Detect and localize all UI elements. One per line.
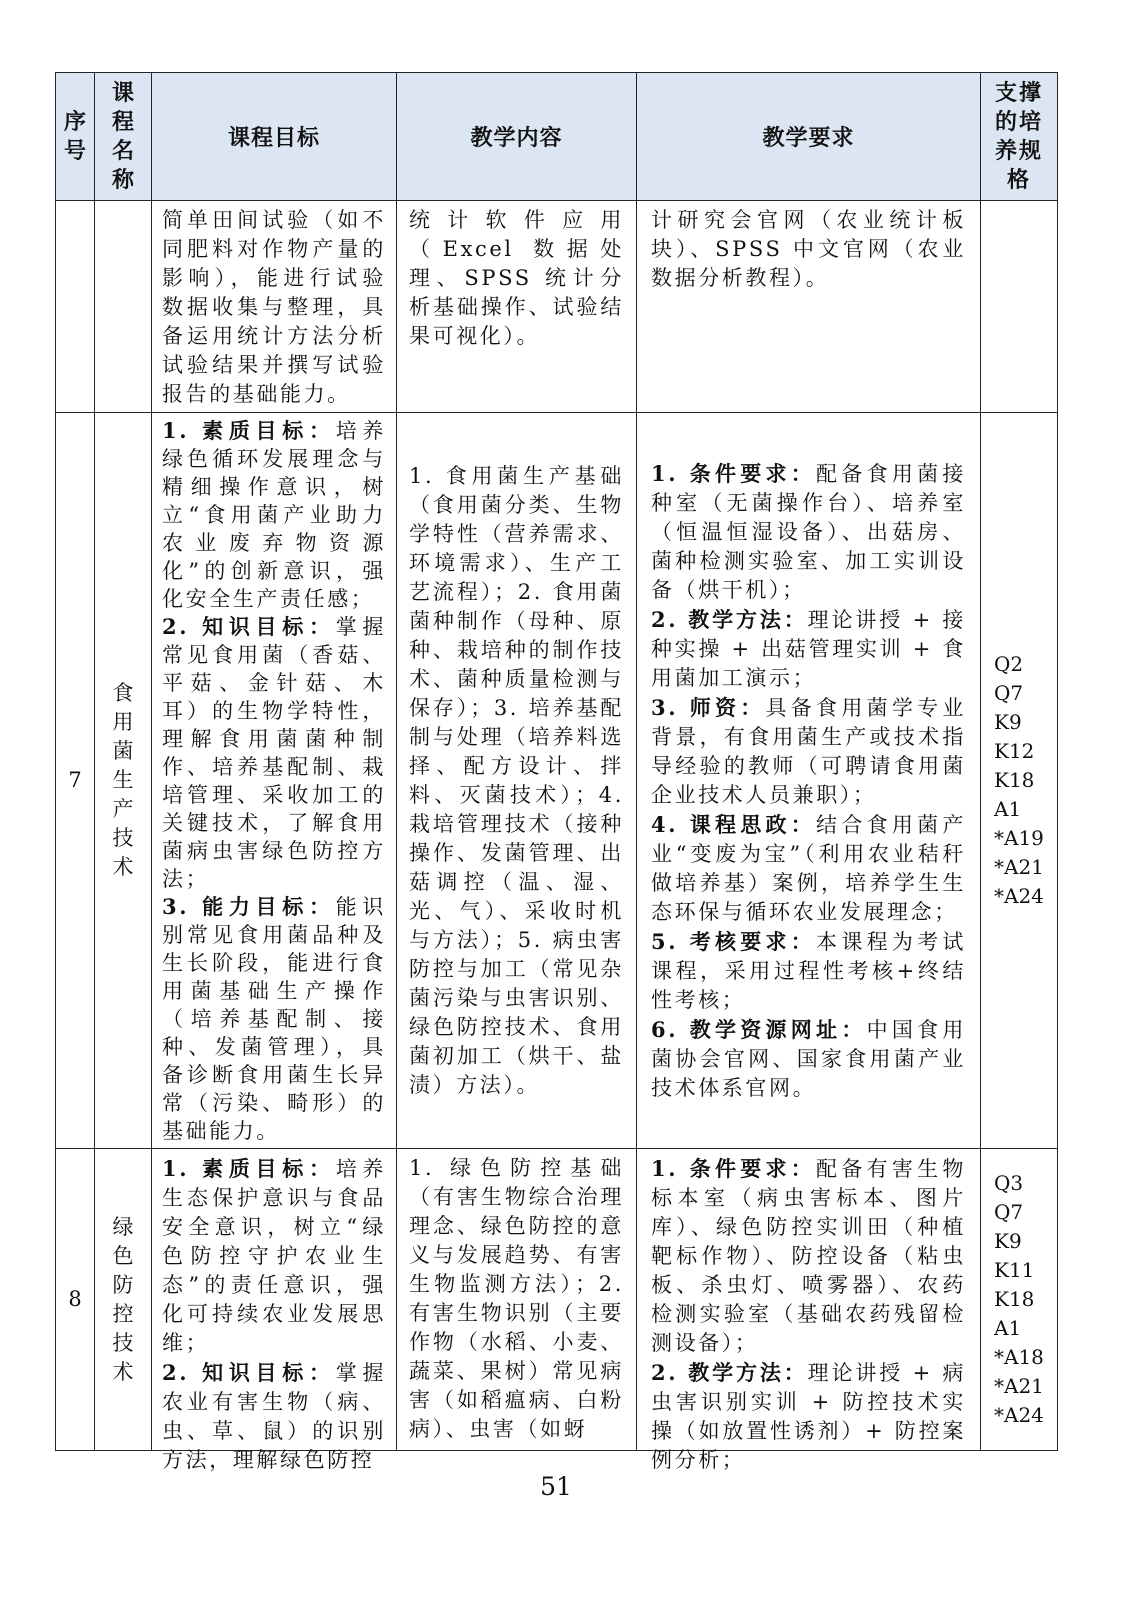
header-teaching-requirements: 教学要求: [762, 125, 855, 151]
header-teaching-requirements-cell: [637, 73, 981, 201]
row-index-cell: [56, 1149, 95, 1451]
curriculum-table: [55, 72, 1058, 1472]
goal-text: 掌握常见食用菌（香菇、平菇、金针菇、木耳）的生物学特性，理解食用菌菌种制作、培养基配制、栽培管理、采收加工的关键技术，了解食用菌病虫害绿色防控方法；: [162, 614, 386, 891]
requirement-label: 4. 课程思政：: [651, 811, 817, 837]
spec-item: K9: [994, 710, 1022, 734]
requirement-label: 2. 教学方法：: [651, 606, 808, 632]
header-course-name: 课程名称: [111, 79, 134, 193]
header-course-goals: 课程目标: [227, 125, 320, 151]
course-goals-cell: [152, 1149, 397, 1472]
course-goals: [162, 206, 386, 409]
header-supported-specs-cell: [981, 73, 1058, 201]
spec-item: Q7: [994, 1200, 1024, 1224]
spec-item: A1: [994, 797, 1022, 821]
requirement-item: [651, 206, 966, 293]
requirement-text: 具备食用菌学专业背景，有食用菌生产或技术指导经验的教师（可聘请食用菌企业技术人员兼职）；: [651, 695, 966, 807]
row-index-cell: [56, 413, 95, 1149]
requirement-item: [651, 1154, 966, 1358]
goal-label: 2. 知识目标：: [162, 1360, 336, 1385]
spec-item: A1: [994, 1316, 1022, 1340]
teaching-requirements: [651, 459, 966, 1103]
goal-item: [162, 417, 386, 613]
course-name-cell: [95, 413, 152, 1149]
spec-item: *A24: [994, 1403, 1044, 1427]
requirement-item: [651, 1358, 966, 1475]
header-course-goals-cell: [152, 73, 397, 201]
goal-label: 1. 素质目标：: [162, 417, 336, 443]
teaching-content-text: 1. 绿色防控基础（有害生物综合治理理念、绿色防控的意义与发展趋势、有害生物监测方法）；2. 有害生物识别（主要作物（水稻、小麦、蔬菜、果树）常见病害（如稻瘟病、白粉病）、虫害（如蚜: [409, 1156, 624, 1441]
course-goals-cell: [152, 413, 397, 1149]
requirement-item: [651, 605, 966, 693]
teaching-content: [409, 462, 624, 1100]
course-name: 绿色防控技术: [112, 1214, 134, 1384]
requirement-label: 3. 师资：: [651, 694, 766, 720]
teaching-content-cell: [397, 1149, 637, 1451]
page-number: 51: [540, 1472, 572, 1501]
requirement-text: 理论讲授 + 病虫害识别实训 + 防控技术实操（如放置性诱剂）+ 防控案例分析；: [651, 1361, 966, 1472]
goal-label: 1. 素质目标：: [162, 1156, 336, 1181]
course-name: 食用菌生产技术: [112, 681, 134, 879]
spec-item: Q3: [994, 1171, 1024, 1195]
supported-specs-cell: [981, 1149, 1058, 1451]
requirement-text: 计研究会官网（农业统计板块）、SPSS 中文官网（农业数据分析教程）。: [651, 208, 966, 290]
course-goals: [162, 417, 386, 1145]
goal-item: [162, 1358, 386, 1475]
teaching-content-text: 统计软件应用（Excel 数据处理、SPSS 统计分析基础操作、试验结果可视化）。: [409, 208, 624, 348]
goal-text: 培养生态保护意识与食品安全意识，树立“绿色防控守护农业生态”的责任意识，强化可持续农业发展思维；: [162, 1157, 386, 1355]
header-teaching-content-cell: [397, 73, 637, 201]
requirement-label: 1. 条件要求：: [651, 460, 817, 486]
spec-item: Q7: [994, 681, 1024, 705]
spec-item: Q2: [994, 652, 1024, 676]
teaching-content-cell: [397, 413, 637, 1149]
header-teaching-content: 教学内容: [470, 125, 563, 151]
goal-item: [162, 613, 386, 893]
spec-item: K11: [994, 1258, 1035, 1282]
requirement-text: 配备食用菌接种室（无菌操作台）、培养室（恒温恒湿设备）、出菇房、菌种检测实验室、加工实训设备（烘干机）；: [651, 461, 966, 602]
requirement-text: 中国食用菌协会官网、国家食用菌产业技术体系官网。: [651, 1017, 967, 1100]
header-index: 序号: [63, 108, 86, 164]
goal-item: [162, 206, 386, 409]
teaching-requirements-cell: [637, 1149, 981, 1472]
row-index: 8: [68, 1287, 82, 1311]
requirement-item: [651, 459, 966, 605]
course-goals-cell: [152, 201, 397, 413]
requirement-item: [651, 693, 966, 810]
requirement-text: 本课程为考试课程，采用过程性考核+终结性考核；: [651, 929, 966, 1012]
teaching-requirements-cell: [637, 201, 981, 413]
spec-item: *A24: [994, 884, 1044, 908]
supported-specs-cell: [981, 413, 1058, 1149]
goal-item: [162, 893, 386, 1145]
spec-item: K12: [994, 739, 1035, 763]
row-index: 7: [68, 768, 82, 792]
goal-text: 简单田间试验（如不同肥料对作物产量的影响），能进行试验数据收集与整理，具备运用统计方法分析试验结果并撰写试验报告的基础能力。: [162, 208, 386, 406]
teaching-content-text: 1. 食用菌生产基础（食用菌分类、生物学特性（营养需求、环境需求）、生产工艺流程）；2. 食用菌菌种制作（母种、原种、栽培种的制作技术、菌种质量检测与保存）；3. 培养基配制与处理（培养料选择、配方设计、拌料、灭菌技术）；4. 栽培管理技术（接种操作、发菌管理、出菇调控（温、湿、光、气）、采收时机与方法）；5. 病虫害防控与加工（常见杂菌污染与虫害识别、绿色防控技术、食用菌初加工（烘干、盐渍）方法）。: [409, 463, 624, 1097]
course-goals: [162, 1154, 386, 1475]
spec-item: K18: [994, 768, 1035, 792]
requirement-text: 配备有害生物标本室（病虫害标本、图片库）、绿色防控实训田（种植靶标作物）、防控设备（粘虫板、杀虫灯、喷雾器）、农药检测实验室（基础农药残留检测设备）；: [651, 1157, 966, 1355]
requirement-label: 2. 教学方法：: [651, 1360, 808, 1385]
goal-text: 培养绿色循环发展理念与精细操作意识，树立“食用菌产业助力农业废弃物资源化”的创新意识，强化安全生产责任感；: [162, 418, 386, 611]
goal-label: 3. 能力目标：: [162, 893, 336, 919]
goal-item: [162, 1154, 386, 1358]
supported-specs-cell: [981, 201, 1058, 413]
teaching-content: [409, 206, 624, 351]
requirement-text: 结合食用菌产业“变废为宝”（利用农业秸秆做培养基）案例，培养学生生态环保与循环农业发展理念；: [651, 812, 966, 924]
header-supported-specs: 支撑的培养规格: [994, 79, 1043, 193]
teaching-content-cell: [397, 201, 637, 413]
supported-specs-list: [994, 650, 1044, 911]
course-name-cell: [95, 201, 152, 413]
spec-item: *A19: [994, 826, 1044, 850]
supported-specs-list: [994, 1169, 1044, 1430]
spec-item: *A21: [994, 1374, 1044, 1398]
header-course-name-cell: [95, 73, 152, 201]
requirement-item: [651, 1015, 966, 1103]
teaching-requirements: [651, 1154, 966, 1475]
requirement-label: 5. 考核要求：: [651, 928, 817, 954]
teaching-requirements-cell: [637, 413, 981, 1149]
spec-item: K9: [994, 1229, 1022, 1253]
requirement-label: 1. 条件要求：: [651, 1156, 817, 1181]
goal-label: 2. 知识目标：: [162, 613, 336, 639]
course-name-cell: [95, 1149, 152, 1451]
spec-item: K18: [994, 1287, 1035, 1311]
header-index-cell: [56, 73, 95, 201]
spec-item: *A18: [994, 1345, 1044, 1369]
goal-text: 掌握农业有害生物（病、虫、草、鼠）的识别方法，理解绿色防控: [162, 1361, 386, 1472]
spec-item: *A21: [994, 855, 1044, 879]
requirement-label: 6. 教学资源网址：: [651, 1016, 867, 1042]
requirement-text: 理论讲授 + 接种实操 + 出菇管理实训 + 食用菌加工演示；: [651, 607, 966, 690]
teaching-content: [409, 1154, 624, 1444]
goal-text: 能识别常见食用菌品种及生长阶段，能进行食用菌基础生产操作（培养基配制、接种、发菌管理），具备诊断食用菌生长异常（污染、畸形）的基础能力。: [162, 894, 386, 1143]
requirement-item: [651, 810, 966, 927]
teaching-requirements: [651, 206, 966, 293]
requirement-item: [651, 927, 966, 1015]
row-index-cell: [56, 201, 95, 413]
